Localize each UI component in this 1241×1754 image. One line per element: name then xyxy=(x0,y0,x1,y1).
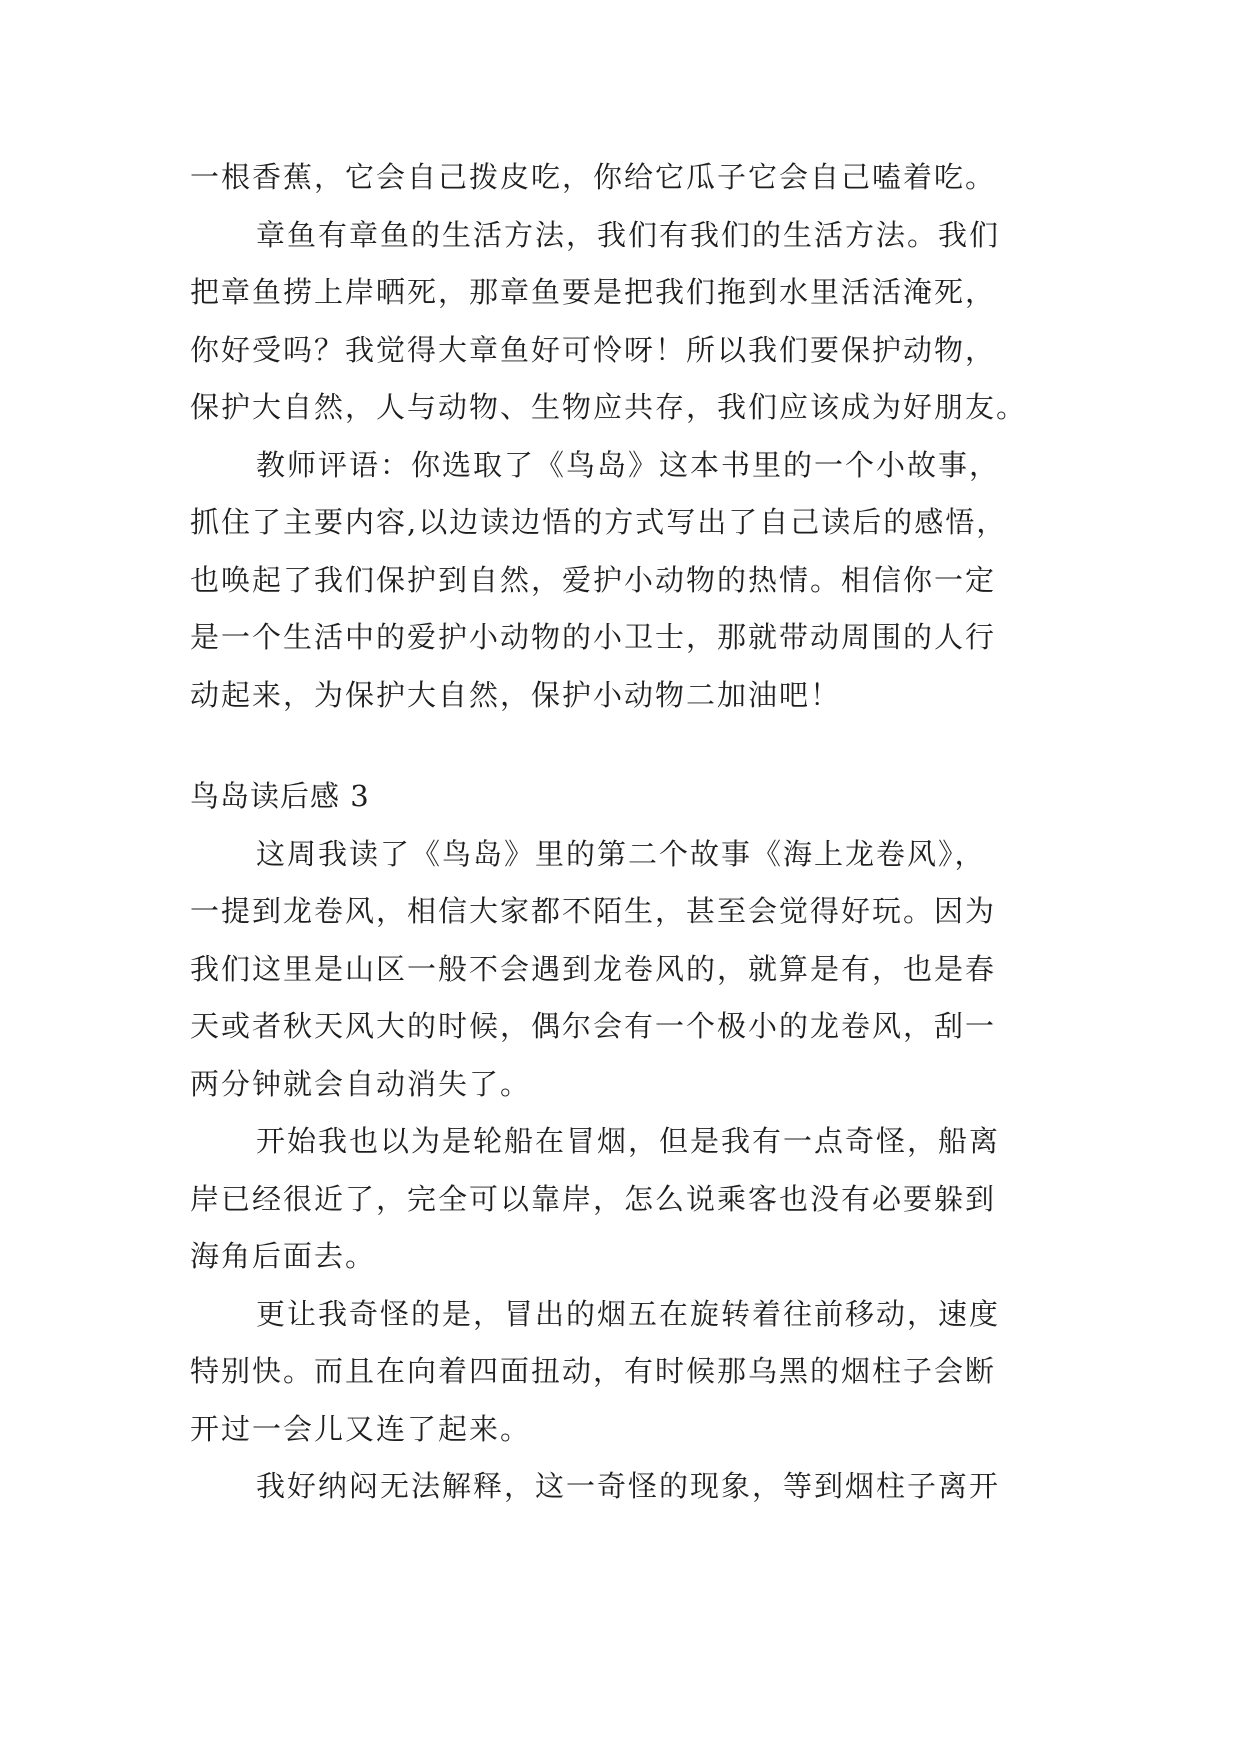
text-line: 海角后面去。 xyxy=(190,1239,377,1273)
body-text-after xyxy=(190,834,1070,1524)
text-line: 保护大自然，人与动物、生物应共存，我们应该成为好朋友。 xyxy=(190,390,1028,424)
text-line: 这周我读了《鸟岛》里的第二个故事《海上龙卷风》， xyxy=(256,836,986,871)
body-text-before xyxy=(190,157,1070,732)
paragraph xyxy=(190,1294,1070,1467)
text-line: 我好纳闷无法解释，这一奇怪的现象，等到烟柱子离开 xyxy=(256,1469,1001,1503)
text-line: 你好受吗？我觉得大章鱼好可怜呀！所以我们要保护动物， xyxy=(190,332,997,367)
text-line: 更让我奇怪的是，冒出的烟五在旋转着往前移动，速度 xyxy=(256,1296,1001,1331)
paragraph xyxy=(190,834,1070,1122)
text-line: 岸已经很近了，完全可以靠岸，怎么说乘客也没有必要躲到 xyxy=(190,1181,997,1216)
section-gap xyxy=(190,732,1070,776)
text-line: 章鱼有章鱼的生活方法，我们有我们的生活方法。我们 xyxy=(256,217,1001,252)
text-line: 也唤起了我们保护到自然，爱护小动物的热情。相信你一定 xyxy=(190,562,997,597)
paragraph xyxy=(190,157,1070,215)
text-line: 动起来，为保护大自然，保护小动物二加油吧！ xyxy=(190,677,842,712)
paragraph xyxy=(190,1121,1070,1294)
text-line: 两分钟就会自动消失了。 xyxy=(190,1066,532,1101)
text-line: 天或者秋天风大的时候，偶尔会有一个极小的龙卷风，刮一 xyxy=(190,1009,997,1043)
text-line: 开始我也以为是轮船在冒烟，但是我有一点奇怪，船离 xyxy=(256,1124,1001,1158)
section-title: 鸟岛读后感 3 xyxy=(190,779,370,813)
text-line: 抓住了主要内容,以边读边悟的方式写出了自己读后的感悟， xyxy=(190,505,1008,539)
text-line: 一根香蕉，它会自己拨皮吃，你给它瓜子它会自己嗑着吃。 xyxy=(190,160,997,194)
paragraph xyxy=(190,215,1070,445)
paragraph xyxy=(190,1466,1070,1524)
text-line: 是一个生活中的爱护小动物的小卫士，那就带动周围的人行 xyxy=(190,620,997,654)
text-line: 一提到龙卷风，相信大家都不陌生，甚至会觉得好玩。因为 xyxy=(190,894,997,928)
text-line: 开过一会儿又连了起来。 xyxy=(190,1411,532,1446)
text-line: 把章鱼捞上岸晒死，那章鱼要是把我们拖到水里活活淹死， xyxy=(190,275,997,309)
text-line: 教师评语：你选取了《鸟岛》这本书里的一个小故事， xyxy=(256,447,1001,482)
document-page xyxy=(190,157,1070,1524)
text-line: 特别快。而且在向着四面扭动，有时候那乌黑的烟柱子会断 xyxy=(190,1354,997,1388)
paragraph xyxy=(190,445,1070,733)
text-line: 我们这里是山区一般不会遇到龙卷风的，就算是有，也是春 xyxy=(190,951,997,986)
